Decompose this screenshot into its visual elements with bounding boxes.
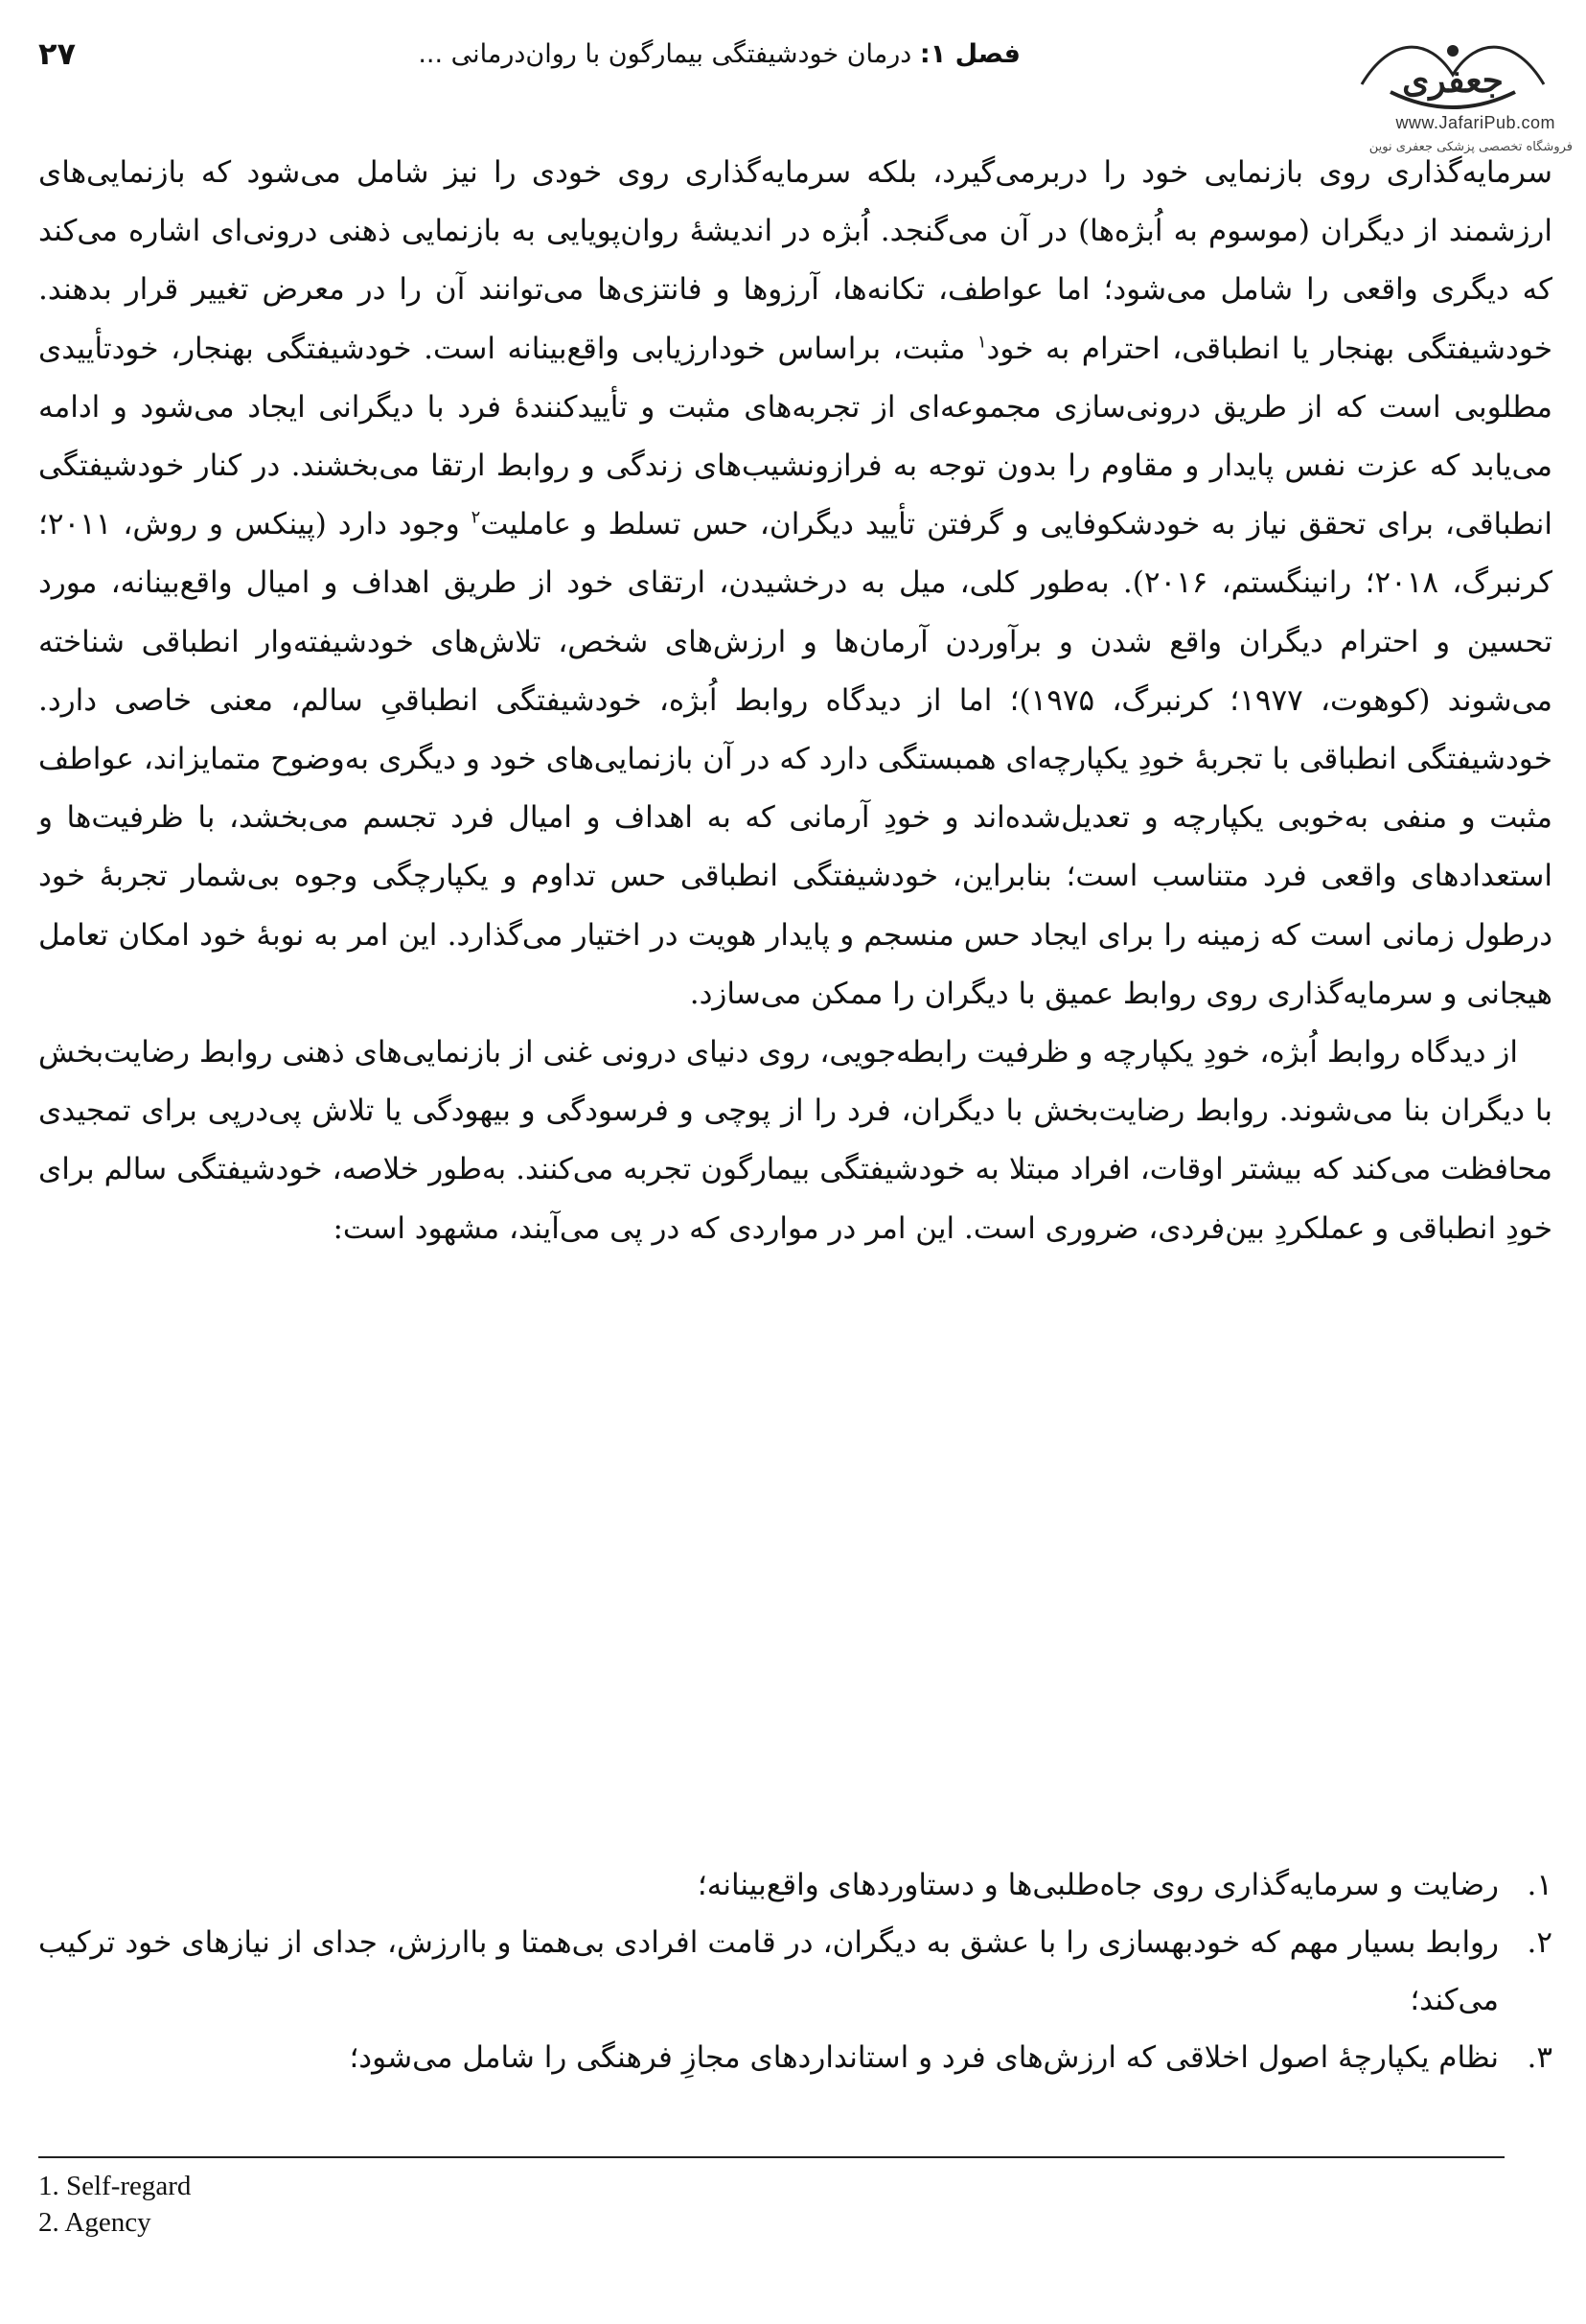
publisher-url: www.JafariPub.com [1395, 113, 1555, 132]
paragraph-1-part-2: مثبت، براساس خودارزیابی واقع‌بینانه است. خودشیفتگی بهنجار، خودتأییدی مطلوبی است که از طریق درونی‌سازی مجموعه‌ای از تجربه‌های مثبت و تأییدکنندهٔ فرد با دیگرانی ایجاد می‌شود و ادامه می‌یابد که عزت نفس پایدار و مقاوم را بدون توجه به فرازونشیب‌های زندگی و روابط ارتقا می‌بخشند. در کنار خودشیفتگی انطباقی، برای تحقق نیاز به خودشکوفایی و گرفتن تأیید دیگران، حس تسلط و عاملیت [38, 331, 1552, 542]
paragraph-1 [38, 144, 1552, 1024]
running-title [418, 39, 1021, 69]
list-number: ۲. [1527, 1925, 1552, 1960]
numbered-list [38, 1856, 1552, 2086]
list-item [38, 1914, 1552, 2029]
list-item [38, 1856, 1552, 1914]
running-head [38, 25, 1021, 82]
logo-glyph: جعفری [1402, 60, 1504, 101]
paragraph-2: از دیدگاه روابط اُبژه، خودِ یکپارچه و ظرفیت رابطه‌جویی، روی دنیای درونی غنی از بازنمایی‌های ذهنی روابط رضایت‌بخش با دیگران بنا می‌شوند. روابط رضایت‌بخش با دیگران، فرد را از پوچی و فرسودگی و بیهودگی یا تلاش پی‌درپی برای تمجیدی محافظت می‌کند که بیشتر اوقات، افراد مبتلا به خودشیفتگی بیمارگون تجربه می‌کنند. به‌طور خلاصه، خودشیفتگی سالم برای خودِ انطباقی و عملکردِ بین‌فردی، ضروری است. این امر در مواردی که در پی می‌آیند، مشهود است: [38, 1035, 1552, 1246]
list-item [38, 2029, 1552, 2086]
list-text: رضایت و سرمایه‌گذاری روی جاه‌طلبی‌ها و دستاوردهای واقع‌بینانه؛ [697, 1868, 1499, 1902]
list-number: ۳. [1527, 2040, 1552, 2075]
footnote-text: Agency [64, 2207, 151, 2238]
list-text: نظام یکپارچهٔ اصول اخلاقی که ارزش‌های فرد و استانداردهای مجازِ فرهنگی را شامل می‌شود؛ [349, 2040, 1499, 2075]
paragraph-1-part-1: سرمایه‌گذاری روی بازنمایی خود را دربرمی‌گیرد، بلکه سرمایه‌گذاری روی خودی را نیز شامل می‌شود که بازنمایی‌های ارزشمند از دیگران (موسوم به اُبژه‌ها) در آن می‌گنجد. اُبژه در اندیشهٔ روان‌پویایی به بازنمایی ذهنی درونی‌ای اشاره می‌کند که دیگری واقعی را شامل می‌شود؛ اما عواطف، تکانه‌ها، آرزوها و فانتزی‌ها می‌توانند آن را در معرض تغییر قرار بدهند. خودشیفتگی بهنجار یا انطباقی، احترام به خود [38, 155, 1552, 366]
footnote-mark: 2. [38, 2207, 59, 2238]
footnote-1 [38, 2168, 191, 2204]
footnote-ref-1: ۱ [977, 332, 987, 353]
footnote-ref-2: ۲ [471, 507, 481, 528]
footnote-mark: 1. [38, 2171, 59, 2201]
footnotes [38, 2168, 191, 2241]
list-number: ۱. [1527, 1868, 1552, 1902]
chapter-title: درمان خودشیفتگی بیمارگون با روان‌درمانی ... [418, 38, 912, 69]
chapter-label: فصل ۱: [919, 38, 1021, 69]
footnote-divider [38, 2156, 1505, 2158]
footnote-text: Self-regard [66, 2171, 192, 2201]
body-text [38, 144, 1552, 1258]
page-number: ۲۷ [38, 35, 77, 72]
paragraph-1-part-3: وجود دارد (پینکس و روش، ۲۰۱۱؛ کرنبرگ، ۲۰۱۸؛ رانینگستم، ۲۰۱۶). به‌طور کلی، میل به درخشیدن، ارتقای خود از طریق اهداف و امیال واقع‌بینانه، مورد تحسین و احترام دیگران واقع شدن و برآوردن آرمان‌ها و ارزش‌های شخص، تلاش‌های خودشیفته‌وار انطباقی شناخته می‌شوند (کوهوت، ۱۹۷۷؛ کرنبرگ، ۱۹۷۵)؛ اما از دیدگاه روابط اُبژه، خودشیفتگی انطباقیِ سالم، معنی خاصی دارد. خودشیفتگی انطباقی با تجربهٔ خودِ یکپارچه‌ای همبستگی دارد که در آن بازنمایی‌های خود و دیگری به‌وضوح متمایزاند، عواطف مثبت و منفی به‌خوبی یکپارچه و تعدیل‌شده‌اند و خودِ آرمانی که به اهداف و امیال فرد تجسم می‌بخشد، با ظرفیت‌ها و استعدادهای واقعی فرد متناسب است؛ بنابراین، خودشیفتگی انطباقی حس تداوم و یکپارچگی وجوه بی‌شمار تجربهٔ خود درطول زمانی است که زمینه را برای ایجاد حس منسجم و پایدار هویت در اختیار می‌گذارد. این امر به نوبهٔ خود امکان تعامل هیجانی و سرمایه‌گذاری روی روابط عمیق با دیگران را ممکن می‌سازد. [38, 507, 1552, 1011]
footnote-2 [38, 2204, 191, 2241]
publisher-tagline: فروشگاه تخصصی پزشکی جعفری نوین [1368, 140, 1573, 154]
list-text: روابط بسیار مهم که خودبهسازی را با عشق به دیگران، در قامت افرادی بی‌همتا و باارزش، جدای از نیازهای خود ترکیب می‌کند؛ [38, 1925, 1499, 2017]
